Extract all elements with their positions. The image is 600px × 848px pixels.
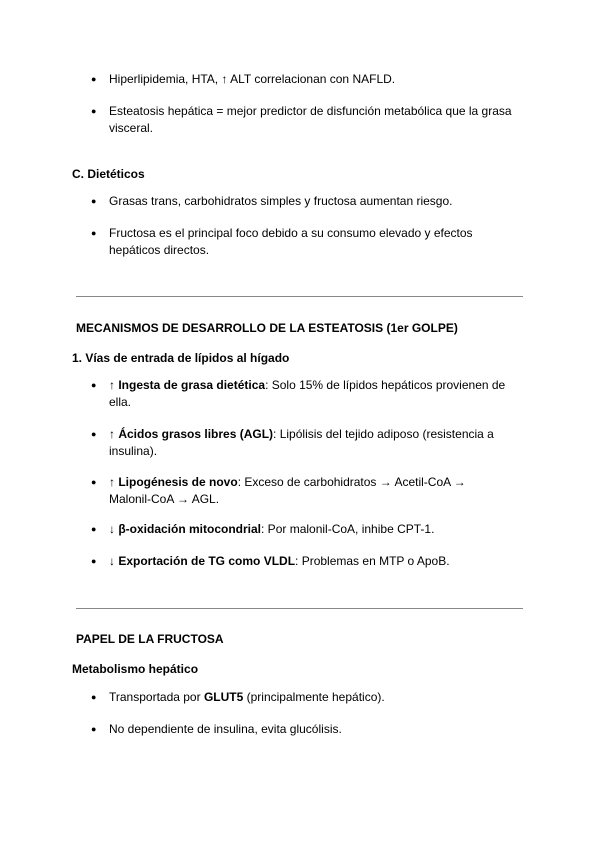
section-heading-fructosa: PAPEL DE LA FRUCTOSA bbox=[76, 632, 224, 646]
item-term: ↓ Exportación de TG como VLDL bbox=[109, 554, 296, 568]
bullet-icon: ● bbox=[91, 429, 97, 439]
bullet-icon: ● bbox=[91, 524, 97, 534]
item-term: ↑ Ingesta de grasa dietética bbox=[109, 378, 266, 392]
item-text-pre: Transportada por bbox=[109, 690, 204, 704]
item-term: ↓ β-oxidación mitocondrial bbox=[109, 522, 262, 536]
bullet-icon: ● bbox=[91, 74, 97, 84]
list-item bbox=[109, 377, 514, 411]
bullet-icon: ● bbox=[91, 556, 97, 566]
horizontal-divider bbox=[76, 296, 523, 297]
list-item: Grasas trans, carbohidratos simples y fructosa aumentan riesgo. bbox=[109, 194, 453, 208]
horizontal-divider bbox=[76, 608, 523, 609]
list-item bbox=[109, 553, 529, 570]
item-description: : Problemas en MTP o ApoB. bbox=[295, 554, 450, 568]
bullet-icon: ● bbox=[91, 380, 97, 390]
subsection-heading: Metabolismo hepático bbox=[72, 662, 199, 676]
bullet-icon: ● bbox=[91, 196, 97, 206]
bullet-icon: ● bbox=[91, 692, 97, 702]
list-item: No dependiente de insulina, evita glucólisis. bbox=[109, 722, 342, 736]
section-heading-mecanismos: MECANISMOS DE DESARROLLO DE LA ESTEATOSIS (1er GOLPE) bbox=[76, 321, 458, 335]
list-item: Fructosa es el principal foco debido a su consumo elevado y efectos hepáticos directos. bbox=[109, 226, 473, 257]
bullet-icon: ● bbox=[91, 724, 97, 734]
bullet-icon: ● bbox=[91, 106, 97, 116]
section-heading-dieteticos: C. Dietéticos bbox=[72, 167, 145, 181]
item-description: : Por malonil-CoA, inhibe CPT-1. bbox=[261, 522, 435, 536]
item-description: : Solo 15% de lípidos hepáticos provienen de ella. bbox=[109, 378, 506, 409]
item-term: GLUT5 bbox=[203, 690, 244, 704]
list-item bbox=[109, 474, 489, 508]
list-item bbox=[109, 521, 529, 538]
bullet-icon: ● bbox=[91, 477, 97, 487]
bullet-icon: ● bbox=[91, 228, 97, 238]
item-term: ↑ Ácidos grasos libres (AGL) bbox=[109, 427, 274, 441]
item-description: : Lipólisis del tejido adiposo (resistencia a insulina). bbox=[109, 427, 494, 458]
item-description: : Exceso de carbohidratos → Acetil-CoA → Malonil-CoA → AGL. bbox=[109, 475, 466, 506]
list-item bbox=[109, 426, 514, 460]
item-term: ↑ Lipogénesis de novo bbox=[109, 475, 238, 489]
list-item: Hiperlipidemia, HTA, ↑ ALT correlacionan con NAFLD. bbox=[109, 72, 396, 86]
list-item: Esteatosis hepática = mejor predictor de disfunción metabólica que la grasa visceral. bbox=[109, 104, 512, 135]
subsection-heading: 1. Vías de entrada de lípidos al hígado bbox=[72, 351, 290, 365]
item-text-post: (principalmente hepático). bbox=[243, 690, 385, 704]
list-item bbox=[109, 689, 529, 706]
